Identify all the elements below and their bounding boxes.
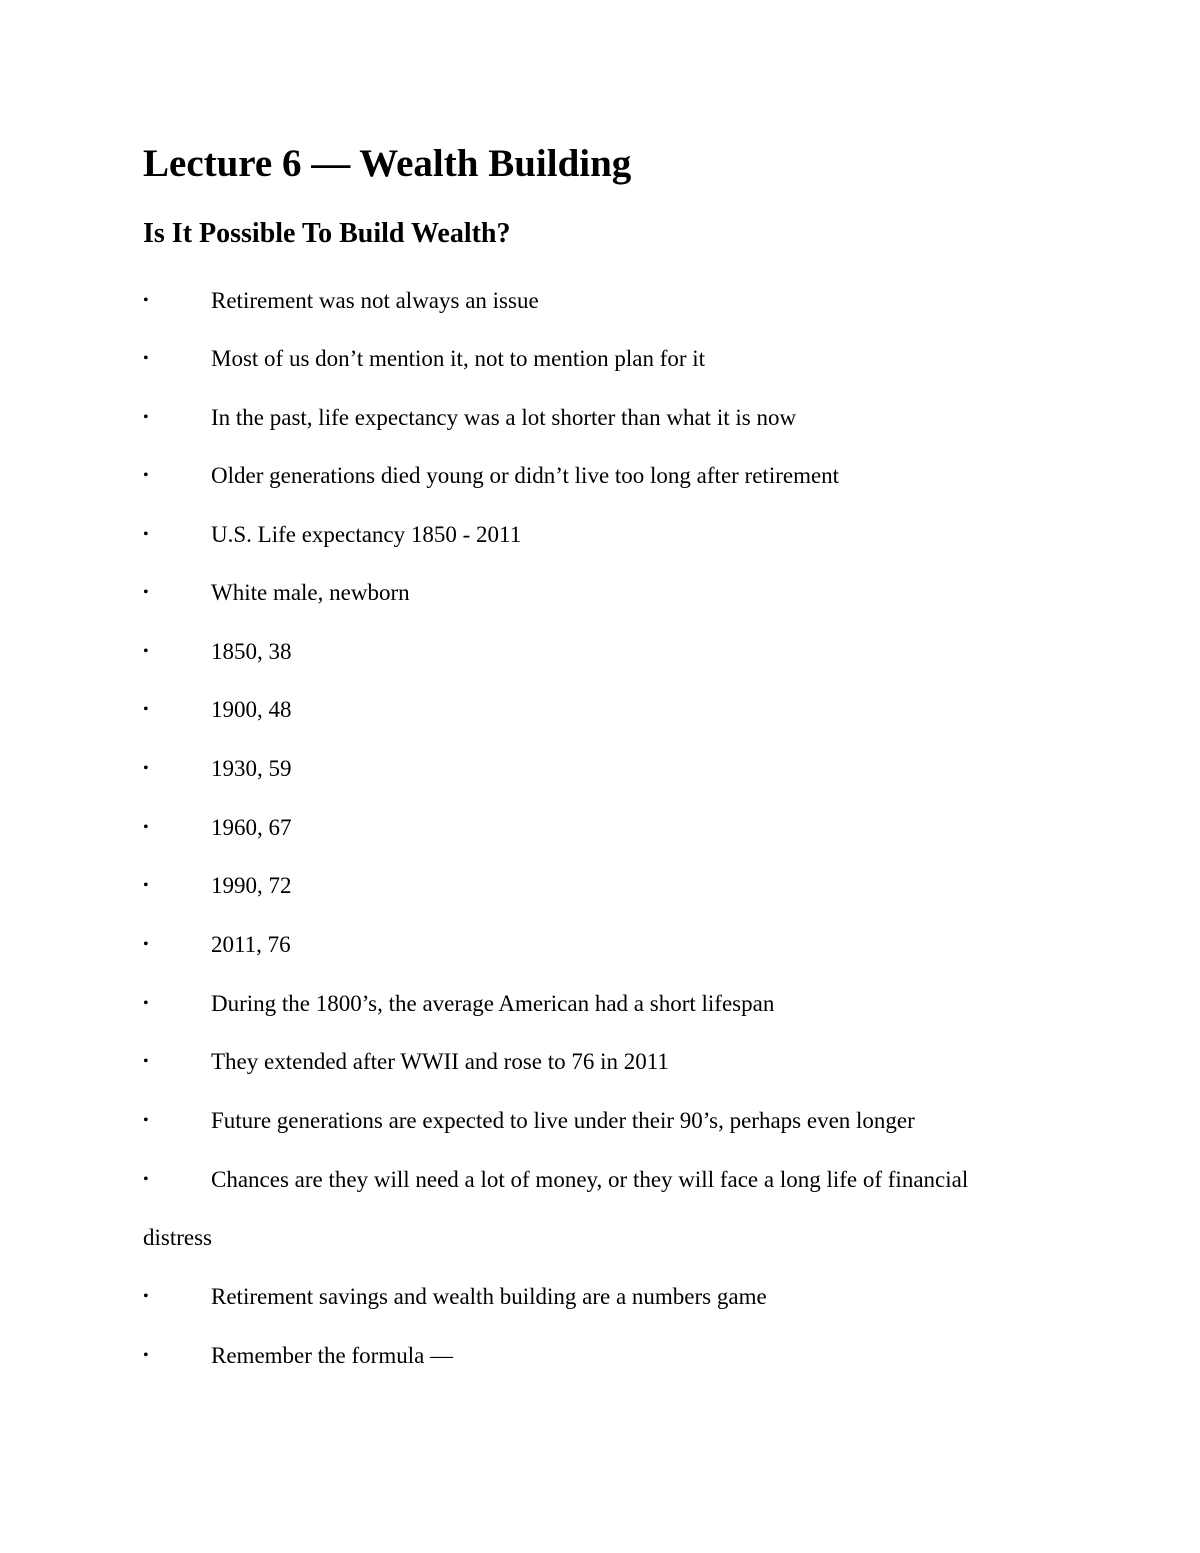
list-item-text: 2011, 76	[211, 932, 291, 957]
list-item-text: Older generations died young or didn’t live too long after retirement	[211, 463, 840, 488]
list-item-text: Retirement savings and wealth building are a numbers game	[211, 1284, 767, 1309]
bullet-icon: •	[143, 526, 149, 543]
list-item-text: 1960, 67	[211, 815, 292, 840]
list-item-text: In the past, life expectancy was a lot shorter than what it is now	[211, 405, 797, 430]
bullet-icon: •	[143, 584, 149, 601]
bullet-icon: •	[143, 701, 149, 718]
bullet-icon: •	[143, 350, 149, 367]
bullet-icon: •	[143, 877, 149, 894]
bullet-icon: •	[143, 1112, 149, 1129]
bullet-icon: •	[143, 760, 149, 777]
bullet-icon: •	[143, 819, 149, 836]
bullet-icon: •	[143, 995, 149, 1012]
list-item-text: Retirement was not always an issue	[211, 288, 539, 313]
list-item-text: White male, newborn	[211, 580, 410, 605]
bullet-icon: •	[143, 409, 149, 426]
list-item-text: 1850, 38	[211, 639, 292, 664]
bullet-icon: •	[143, 1053, 149, 1070]
list-item-text: U.S. Life expectancy 1850 - 2011	[211, 522, 522, 547]
bullet-icon: •	[143, 1288, 149, 1305]
list-item-text: 1930, 59	[211, 756, 292, 781]
section-heading: Is It Possible To Build Wealth?	[143, 218, 511, 249]
document-title: Lecture 6 — Wealth Building	[143, 142, 632, 185]
bullet-icon: •	[143, 1347, 149, 1364]
bullet-icon: •	[143, 643, 149, 660]
list-item-text: Remember the formula —	[211, 1343, 454, 1368]
list-item-text: 1990, 72	[211, 873, 292, 898]
list-item-text: 1900, 48	[211, 697, 292, 722]
wrapped-line-continuation: distress	[143, 1225, 212, 1250]
bullet-icon: •	[143, 936, 149, 953]
bullet-icon: •	[143, 467, 149, 484]
bullet-icon: •	[143, 292, 149, 309]
list-item-text: Future generations are expected to live under their 90’s, perhaps even longer	[211, 1108, 915, 1133]
bullet-icon: •	[143, 1171, 149, 1188]
list-item-text: Most of us don’t mention it, not to mention plan for it	[211, 346, 706, 371]
list-item-text: Chances are they will need a lot of money, or they will face a long life of financial	[211, 1167, 969, 1192]
list-item-text: They extended after WWII and rose to 76 in 2011	[211, 1049, 669, 1074]
list-item-text: During the 1800’s, the average American had a short lifespan	[211, 991, 775, 1016]
